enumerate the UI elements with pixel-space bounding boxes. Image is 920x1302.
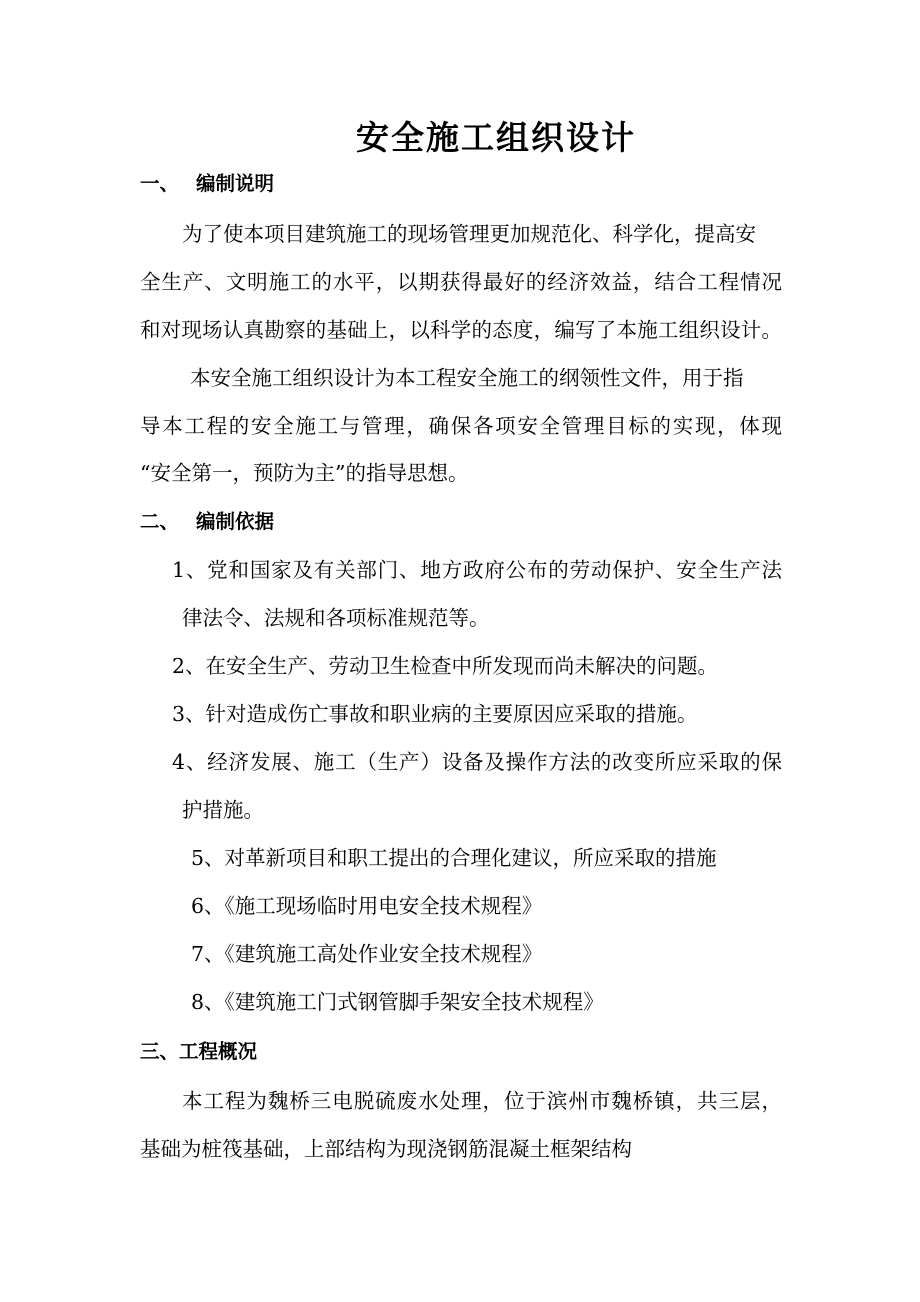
section-heading-1 bbox=[140, 169, 274, 199]
document-title: 安全施工组织设计 bbox=[356, 118, 636, 157]
section-heading-2 bbox=[140, 507, 274, 537]
list-item: 律法令、法规和各项标准规范等。 bbox=[182, 606, 490, 630]
paragraph-line: 全生产、文明施工的水平，以期获得最好的经济效益，结合工程情况 bbox=[140, 270, 782, 294]
list-item: 5、对革新项目和职工提出的合理化建议，所应采取的措施 bbox=[191, 846, 717, 870]
paragraph-line: 为了使本项目建筑施工的现场管理更加规范化、科学化，提高安 bbox=[182, 222, 756, 246]
list-item: 8、《建筑施工门式钢管脚手架安全技术规程》 bbox=[191, 990, 604, 1014]
list-item: 4、经济发展、施工（生产）设备及操作方法的改变所应采取的保 bbox=[172, 750, 782, 774]
section-title-2: 编制依据 bbox=[196, 510, 275, 533]
list-item: 3、针对造成伤亡事故和职业病的主要原因应采取的措施。 bbox=[172, 702, 698, 726]
list-item: 护措施。 bbox=[182, 798, 264, 822]
paragraph-line: 基础为桩筏基础，上部结构为现浇钢筋混凝土框架结构 bbox=[140, 1137, 632, 1161]
section-title-1: 编制说明 bbox=[196, 172, 275, 195]
paragraph-line: 和对现场认真勘察的基础上，以科学的态度，编写了本施工组织设计。 bbox=[140, 318, 782, 342]
section-number-2: 二、 bbox=[140, 510, 180, 533]
section-number-1: 一、 bbox=[140, 172, 180, 195]
list-item: 7、《建筑施工高处作业安全技术规程》 bbox=[191, 942, 543, 966]
list-item: 6、《施工现场临时用电安全技术规程》 bbox=[191, 894, 543, 918]
list-item: 1、党和国家及有关部门、地方政府公布的劳动保护、安全生产法 bbox=[172, 558, 782, 582]
paragraph-line: 导本工程的安全施工与管理，确保各项安全管理目标的实现，体现 bbox=[140, 414, 782, 438]
list-item: 2、在安全生产、劳动卫生检查中所发现而尚未解决的问题。 bbox=[172, 654, 719, 678]
paragraph-line: 本工程为魏桥三电脱硫废水处理，位于滨州市魏桥镇，共三层， bbox=[182, 1089, 782, 1113]
section-heading-3: 三、工程概况 bbox=[140, 1040, 258, 1063]
paragraph-line: 本安全施工组织设计为本工程安全施工的纲领性文件，用于指 bbox=[190, 366, 744, 390]
paragraph-line: “安全第一，预防为主”的指导思想。 bbox=[140, 461, 469, 485]
